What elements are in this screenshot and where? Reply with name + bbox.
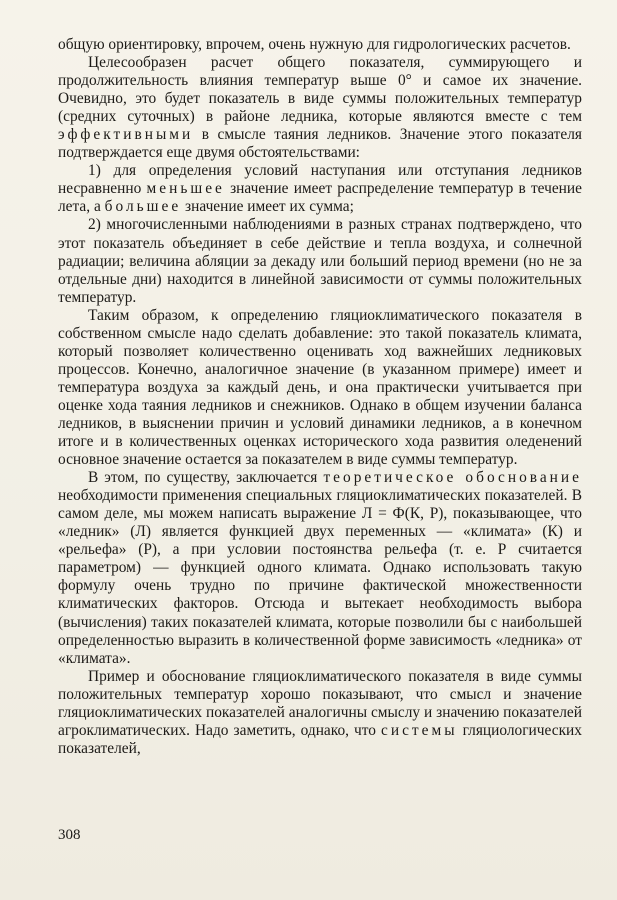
- paragraph-text: гляциологических показателей,: [58, 721, 582, 757]
- emphasis-spaced: большее: [104, 198, 182, 216]
- emphasis-spaced: системы: [381, 721, 458, 739]
- paragraph-text: Таким образом, к определению гляциоклиматического показателя в собственном смысле надо сделать добавление: это такой показатель климата, который позволяет количественно оценивать ход важнейших ледниковых процессов. Конечно, аналогичное значение (в указанном примере) имеет и температура воздуха за каждый день, и она практически учитывается при оценке хода таяния ледников и снежников. Однако в общем изучении баланса ледников, в выяснении причин и условий динамики ледников, а в конечном итоге и в количественных оценках исторического хода развития оледенений основное значение остается за показателем в виде суммы температур.: [58, 306, 582, 469]
- paragraph-7: [58, 668, 582, 758]
- paragraph-text: 2) многочисленными наблюдениями в разных странах подтверждено, что этот показатель объединяет в себе действие и тепла воздуха, и солнечной радиации; величина абляции за декаду или больший период времени (но не за отдельные дни) находится в линейной зависимости от суммы положительных температур.: [58, 216, 582, 306]
- paragraph-text: Целесообразен расчет общего показателя, суммирующего и продолжительность влияния температур выше 0° и самое их значение. Очевидно, это будет показатель в виде суммы положительных температур (средних суточных) в районе ледника, которые являются вместе с тем: [58, 54, 582, 126]
- paragraph-text: значение имеет их сумма;: [181, 198, 354, 216]
- paragraph-4: [58, 216, 582, 306]
- paragraph-text: необходимости применения специальных гляциоклиматических показателей. В самом деле, мы можем написать выражение Л = Ф(К, Р), показывающее, что «ледник» (Л) является функцией двух переменных — «климата» (К) и «рельефа» (Р), а при условии постоянства рельефа (т. е. Р считается параметром) — функцией одного климата. Однако использовать такую формулу очень трудно по причине фактической множественности климатических факторов. Отсюда и вытекает необходимость выбора (вычисления) таких показателей климата, которые позволили бы с наибольшей определенностью выразить в количественной форме зависимость «ледника» от «климата».: [58, 487, 582, 667]
- paragraph-text: общую ориентировку, впрочем, очень нужную для гидрологических расчетов.: [58, 36, 571, 53]
- paragraph-3: [58, 162, 582, 216]
- paragraph-text: В этом, по существу, заключается: [88, 469, 324, 487]
- paragraph-text: Пример и обоснование гляциоклиматического показателя в виде суммы положительных температур хорошо показывают, что смысл и значение гляциоклиматических показателей аналогичны смыслу и значению показателей агроклиматических. Надо заметить, однако, что: [58, 667, 582, 739]
- paragraph-6: [58, 469, 582, 668]
- emphasis-spaced: эффективными: [58, 126, 194, 144]
- page-number: 308: [58, 827, 81, 843]
- paragraph-2: [58, 54, 582, 162]
- paragraph-1: [58, 36, 582, 54]
- emphasis-spaced: теоретическое обоснование: [323, 469, 582, 487]
- paragraph-text: в смысле таяния ледников. Значение этого показателя подтверждается еще двумя обстоятельствами:: [58, 126, 582, 162]
- emphasis-spaced: меньшее: [146, 180, 225, 198]
- body-text: [58, 36, 582, 758]
- paragraph-text: значение имеет распределение температур в течение лета, а: [58, 180, 582, 216]
- paragraph-text: 1) для определения условий наступания или отступания ледников несравненно: [58, 162, 582, 198]
- paragraph-5: [58, 307, 582, 469]
